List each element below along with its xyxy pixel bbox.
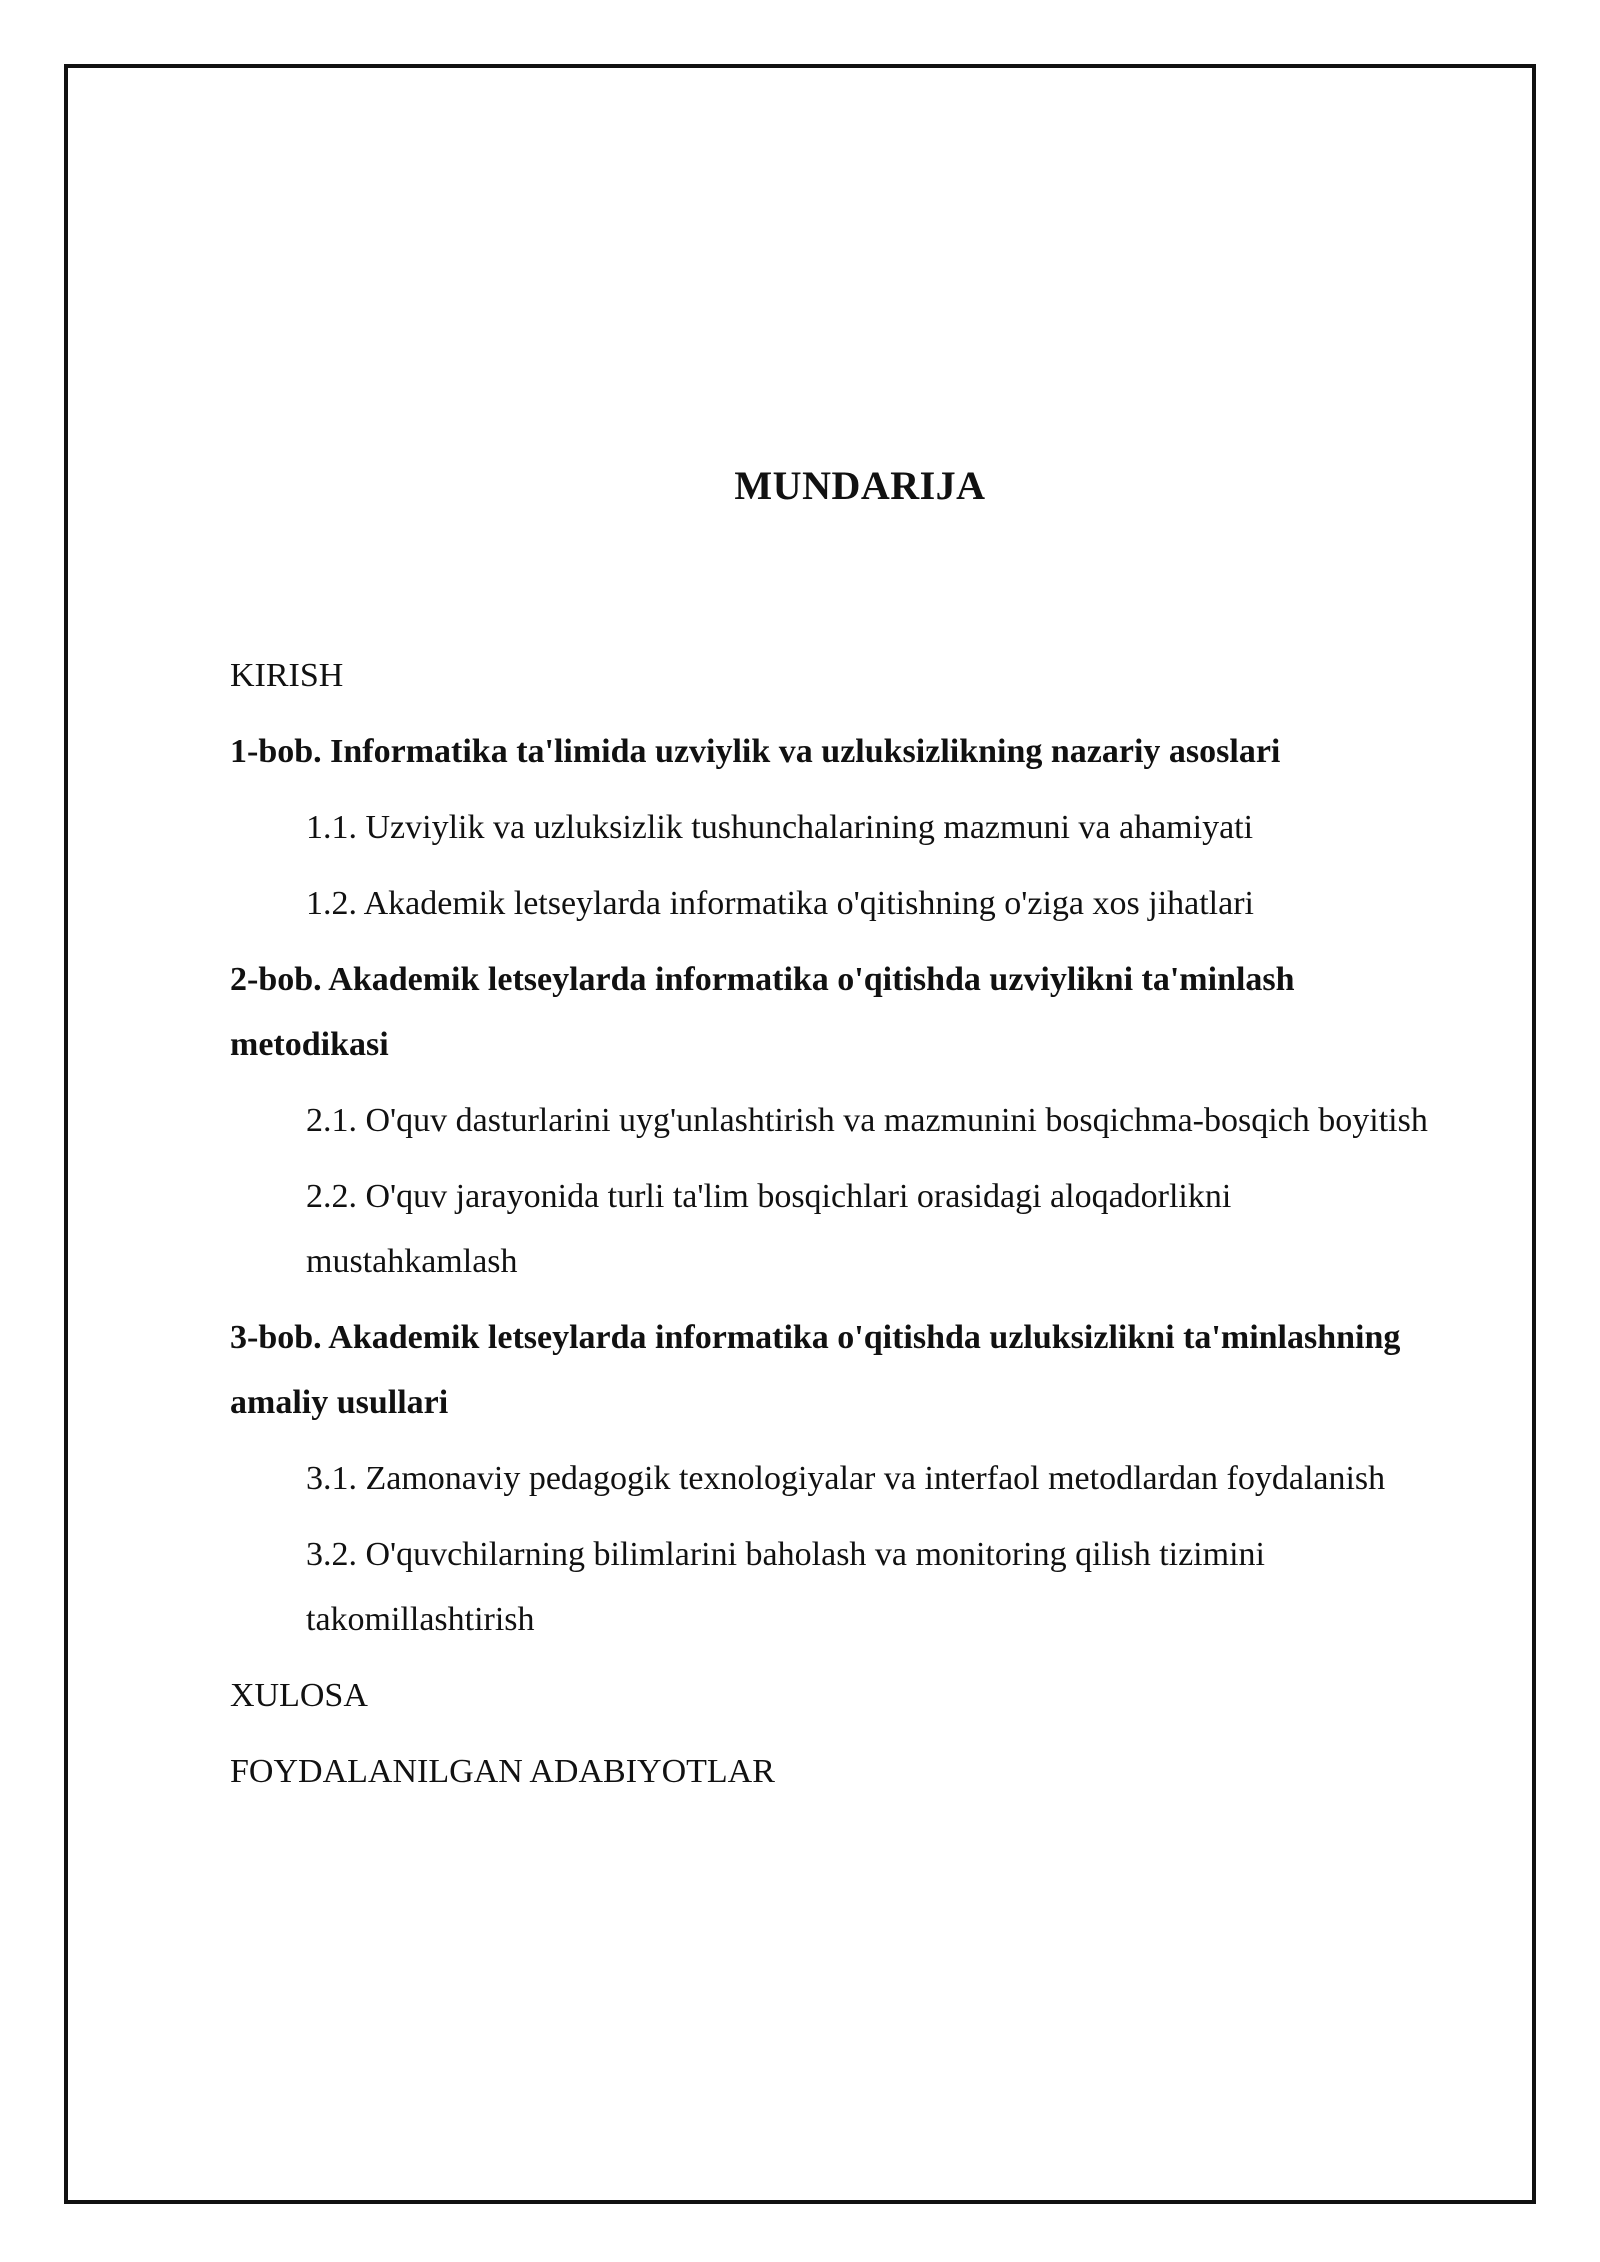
toc-chapter-1: 1-bob. Informatika ta'limida uzviylik va uzluksizlikning nazariy asoslari (230, 733, 1281, 770)
toc-section-3-1: 3.1. Zamonaviy pedagogik texnologiyalar va interfaol metodlardan foydalanish (306, 1460, 1386, 1497)
toc-section-1-1: 1.1. Uzviylik va uzluksizlik tushunchalarining mazmuni va ahamiyati (306, 809, 1254, 846)
toc-section-3-2: 3.2. O'quvchilarning bilimlarini baholash va monitoring qilish tizimini takomillashtirish (306, 1536, 1265, 1638)
page-title: MUNDARIJA (734, 463, 986, 508)
toc-section-2-2: 2.2. O'quv jarayonida turli ta'lim bosqichlari orasidagi aloqadorlikni mustahkamlash (306, 1178, 1232, 1280)
table-of-contents (230, 643, 1450, 1815)
toc-entry-conclusion: XULOSA (230, 1677, 368, 1714)
toc-entry-references: FOYDALANILGAN ADABIYOTLAR (230, 1753, 775, 1790)
toc-section-2-1: 2.1. O'quv dasturlarini uyg'unlashtirish va mazmunini bosqichma-bosqich boyitish (306, 1102, 1428, 1139)
toc-chapter-3: 3-bob. Akademik letseylarda informatika o'qitishda uzluksizlikni ta'minlashning amaliy usullari (230, 1319, 1401, 1421)
toc-entry-introduction: KIRISH (230, 657, 344, 694)
toc-section-1-2: 1.2. Akademik letseylarda informatika o'qitishning o'ziga xos jihatlari (306, 885, 1254, 922)
toc-chapter-2: 2-bob. Akademik letseylarda informatika o'qitishda uzviylikni ta'minlash metodikasi (230, 961, 1295, 1063)
